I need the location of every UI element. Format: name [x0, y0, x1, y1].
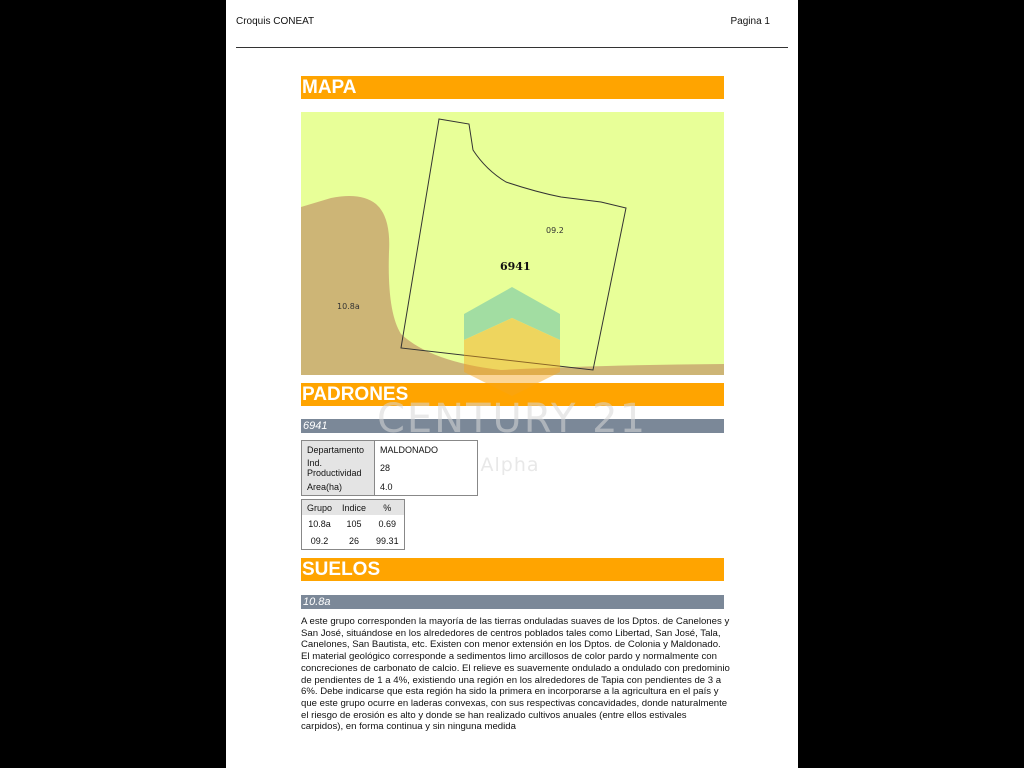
soil-description: A este grupo corresponden la mayoría de las tierras onduladas suaves de los Dptos. de Canelones y San José, situándose en los alrededores de centros poblados tales como Libertad, San José, Tala, Canelones, San Bautista, etc. Existen con menor extensión en los Dptos. de Colonia y Maldonado. El material geológico corresponde a sedimentos limo arcillosos de color pardo y normalmente con concreciones de carbonato de calcio. El relieve es suavemente ondulado a ondulado con predominio de pendientes de 1 a 4%, existiendo una región en los alrededores de Tapia con pendientes de 3 a 6%. Debe indicarse que esta región ha sido la primera en incorporarse a la agricultura en el país y que este grupo ocurre en laderas convexas, con sus respectivas concavidades, donde naturalmente el riesgo de erosión es alto y donde se han realizado cultivos anuales (entre ellos estivales carpidos), en forma continua y sin ninguna medida	[301, 616, 730, 733]
field-key: Departamento	[302, 441, 375, 459]
table-header-row	[302, 500, 405, 516]
column-header: %	[371, 500, 404, 516]
padron-details-table	[301, 440, 478, 496]
field-value: MALDONADO	[380, 444, 439, 455]
document-title: Croquis CONEAT	[236, 16, 315, 27]
field-key: Area(ha)	[302, 478, 375, 496]
column-header: Indice	[337, 500, 371, 516]
field-value: 4.0	[380, 481, 393, 492]
table-cell: 26	[349, 535, 360, 546]
section-padrones-heading: PADRONES	[301, 383, 724, 406]
grupos-table	[301, 499, 405, 550]
table-row	[302, 458, 478, 478]
parcel-label: 6941	[500, 260, 531, 273]
coneat-map	[301, 112, 724, 375]
table-row	[302, 532, 405, 550]
table-cell: 0.69	[378, 518, 397, 529]
soil-group-bar: 10.8a	[301, 595, 724, 609]
table-row	[302, 478, 478, 496]
section-suelos-heading: SUELOS	[301, 558, 724, 581]
section-mapa-heading: MAPA	[301, 76, 724, 99]
zone-label-09-2: 09.2	[546, 226, 564, 235]
table-cell: 99.31	[376, 535, 399, 546]
field-key: Ind. Productividad	[302, 458, 375, 478]
zone-label-10-8a: 10.8a	[337, 302, 360, 311]
page-number: Pagina 1	[730, 16, 770, 27]
field-value: 28	[380, 463, 391, 473]
table-row	[302, 441, 478, 459]
column-header: Grupo	[302, 500, 338, 516]
map-canvas	[301, 112, 724, 375]
padron-id-bar: 6941	[301, 419, 724, 433]
table-row	[302, 515, 405, 532]
watermark-brand: CENTURY 21	[376, 396, 648, 442]
table-cell: 10.8a	[308, 518, 331, 529]
document-page	[226, 0, 798, 768]
table-cell: 09.2	[310, 535, 329, 546]
table-cell: 105	[346, 518, 362, 529]
header-divider	[236, 47, 788, 48]
watermark-office: Alpha	[480, 454, 540, 476]
